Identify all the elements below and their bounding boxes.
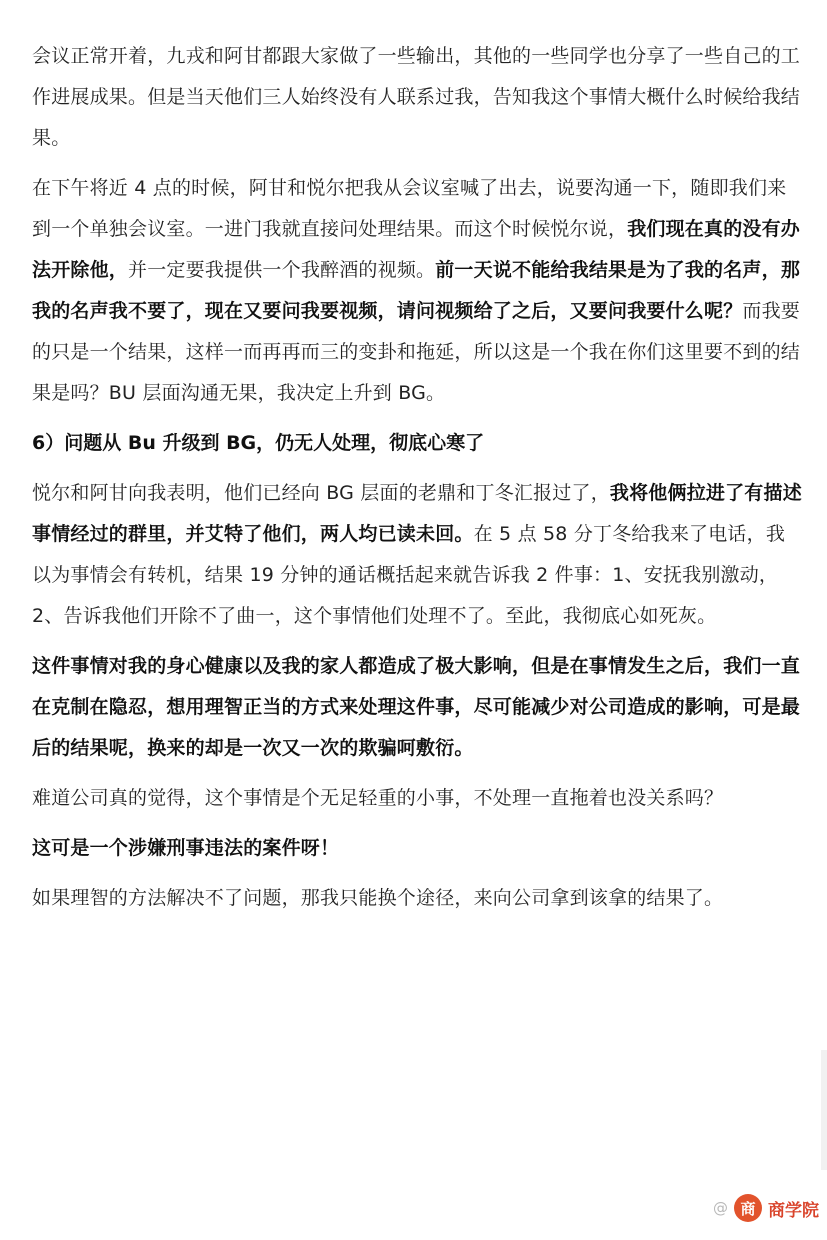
scrollbar-track[interactable] xyxy=(821,1050,827,1170)
weibo-handle: @ xyxy=(713,1199,728,1217)
paragraph-p3 xyxy=(32,473,802,637)
bold-text: 这件事情对我的身心健康以及我的家人都造成了极大影响，但是在事情发生之后，我们一直在克制在隐忍，想用理智正当的方式来处理这件事，尽可能减少对公司造成的影响，可是最后的结果呢，换来的却是一次又一次的欺骗呵敷衍。 xyxy=(32,655,801,759)
paragraph-p7 xyxy=(32,878,802,919)
brand-logo-text: 商学院 xyxy=(768,1200,819,1221)
paragraph-p2 xyxy=(32,168,802,414)
body-text: 会议正常开着，九戎和阿甘都跟大家做了一些输出，其他的一些同学也分享了一些自己的工作进展成果。但是当天他们三人始终没有人联系过我，告知我这个事情大概什么时候给我结果。 xyxy=(32,45,801,149)
body-text: 在 5 点 58 分丁冬给我来了电话，我以为事情会有转机，结果 19 分钟的通话概括起来就告诉我 2 件事：1、安抚我别激动，2、告诉我他们开除不了曲一，这个事情他们处理不了。至此，我彻底心如死灰。 xyxy=(32,523,786,627)
paragraph-p5 xyxy=(32,778,802,819)
body-text: 在下午将近 4 点的时候，阿甘和悦尔把我从会议室喊了出去，说要沟通一下，随即我们来到一个单独会议室。一进门我就直接问处理结果。而这个时候悦尔说， xyxy=(32,177,787,240)
section-heading: 6）问题从 Bu 升级到 BG，仍无人处理，彻底心寒了 xyxy=(32,432,485,454)
body-text: 悦尔和阿甘向我表明，他们已经向 BG 层面的老鼎和丁冬汇报过了， xyxy=(32,482,610,504)
body-text: 如果理智的方法解决不了问题，那我只能换个途径，来向公司拿到该拿的结果了。 xyxy=(32,887,724,909)
bold-text: 这可是一个涉嫌刑事违法的案件呀！ xyxy=(32,837,340,859)
bold-text: 我们现在真的没有办法开除他， xyxy=(32,218,801,281)
bold-text: 我将他俩拉进了有描述事情经过的群里，并艾特了他们，两人均已读未回。 xyxy=(32,482,802,545)
paragraph-p6 xyxy=(32,828,802,869)
paragraph-p1 xyxy=(32,36,802,159)
paragraph-p4 xyxy=(32,646,802,769)
logo-seal-icon: 商 xyxy=(734,1194,762,1222)
body-text: 并一定要我提供一个我醉酒的视频。 xyxy=(128,259,436,281)
body-text: 难道公司真的觉得，这个事情是个无足轻重的小事，不处理一直拖着也没关系吗？ xyxy=(32,787,724,809)
document-body xyxy=(32,36,802,928)
bold-text: 前一天说不能给我结果是为了我的名声，那我的名声我不要了，现在又要问我要视频，请问视频给了之后，又要问我要什么呢？ xyxy=(32,259,801,322)
body-text: 而我要的只是一个结果，这样一而再再而三的变卦和拖延，所以这是一个我在你们这里要不到的结果是吗？BU 层面沟通无果，我决定上升到 BG。 xyxy=(32,300,801,404)
watermark xyxy=(619,1186,819,1230)
